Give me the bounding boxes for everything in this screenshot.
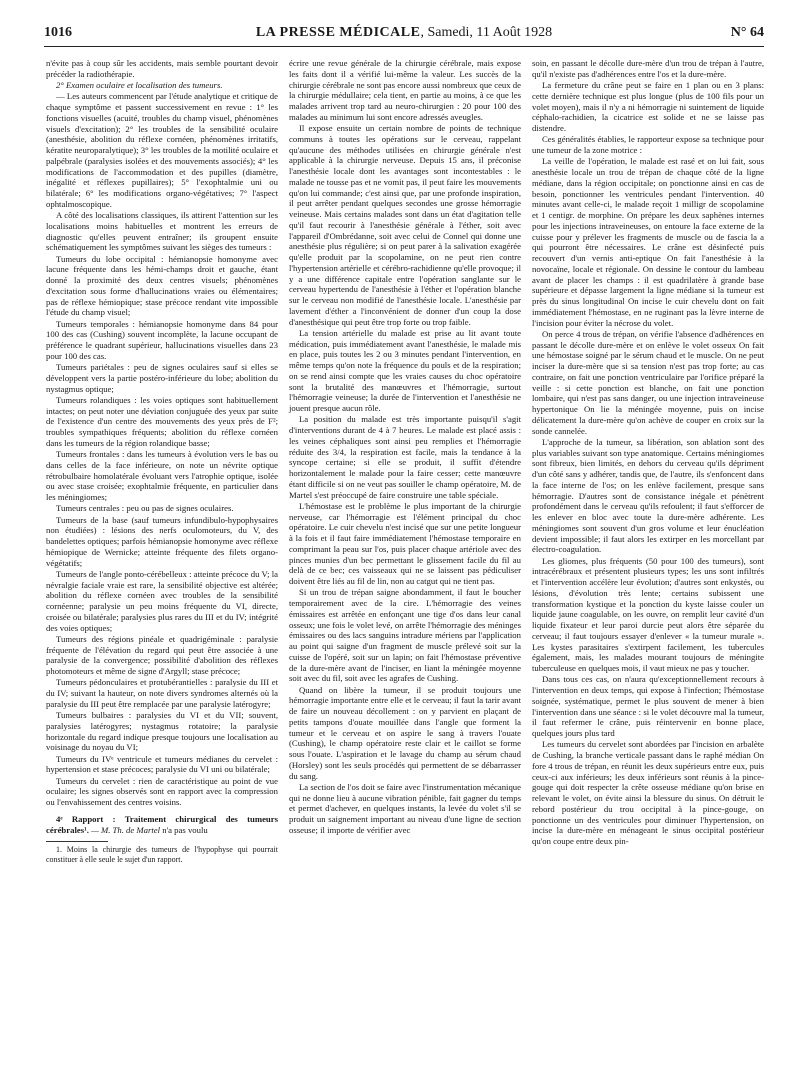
paragraph: Tumeurs pariétales : peu de signes oculaires sauf si elles se développent vers la partie postéro-inférieure du lobe; abolition du nystagmus optique; [46, 362, 278, 394]
paragraph: On perce 4 trous de trépan, on vérifie l'absence d'adhérences en passant le décolle dure-mère et on enlève le volet osseux On fait une hémostase soigné par le sérum chaud et le muscle. On ne peut inciser la dure-mère que si sa tension n'est pas trop forte; au cas contraire, on fait une ponction ventriculaire par l'orifice préparé la veille : si cette ponction est blanche, on fait une ponction lombaire, qui n'est pas sans danger, ou une injection intraveineuse hypertonique On lie la méningée moyenne, puis on incise délicatement la dure-mère qu'on achève de couper en croix sur la sonde cannelée. [532, 328, 764, 436]
section-heading [46, 814, 278, 836]
paragraph: Il expose ensuite un certain nombre de points de technique communs à toutes les opérations sur le cerveau, rappelant qu'aucune des méthodes utilisées en chirurgie générale n'est applicable à la chirurgie nerveuse. Depuis 15 ans, il préconise l'anesthésie locale dont les avantages sont incontestables : le malade ne tousse pas et ne vomit pas, il peut faire les mouvements qu'on lui commande; c'est ainsi que, par une profonde inspiration, il peut arrêter pendant quelques secondes une grosse hémorragie veineuse. Mais certains malades sont dans un état d'agitation telle qu'il faut recourir à l'anesthésie générale à l'éther, soit avec l'appareil d'Ombrédanne, soit avec celui de Connel qui donne une anesthésie plus régulière; si on peut parer à la salivation exagérée qu'elle produit par la scopolamine, on ne peut rien contre l'hypertension artérielle et cérébro-rachidienne qu'elle provoque; il y a une différence capitale entre l'opération sanglante sur le cerveau hypertendu de l'anesthésie à l'éther et l'opération blanche sur le cerveau non modifié de l'anesthésie locale. L'anesthésie par lavement d'éther a l'inconvénient de donner d'un coup la dose d'anesthésique qui peut être trop forte ou trop faible. [289, 123, 521, 327]
issue-date: , Samedi, 11 Août 1928 [420, 25, 553, 40]
paragraph: Tumeurs centrales : peu ou pas de signes oculaires. [56, 503, 234, 514]
paragraph: La section de l'os doit se faire avec l'instrumentation mécanique qui ne donne lieu à aucune vibration pénible, fait gagner du temps et permet d'achever, en quelques instants, la levée du volet s'il se produit un saignement important au niveau d'une ligne de section osseuse; il importe de vérifier avec [289, 781, 521, 835]
paragraph: Tumeurs bulbaires : paralysies du VI et du VII; souvent, paralysies latérogyres; nystagmus rotatoire; la paralysie horizontale du regard indique presque toujours une localisation au voisinage du noyau du VI; [46, 710, 278, 753]
page-number: 1016 [44, 25, 72, 40]
paragraph: Tumeurs du lobe occipital : hémianopsie homonyme avec lacune fréquente dans les hémi-champs droit et gauche, étant donné la proximité des deux centres visuels; phénomènes d'excitation sous forme d'hallucinations vraies ou élémentaires; pas de réflexe hémiopique; stase précoce rendant vite impossible l'étude du champ visuel; [46, 253, 278, 318]
column-1 [46, 58, 278, 865]
section-tail: n'a pas voulu [162, 824, 208, 835]
subsection-title: 2° Examen oculaire et localisation des tumeurs. [56, 80, 223, 90]
running-header [44, 24, 764, 47]
footnote: 1. Moins la chirurgie des tumeurs de l'hypophyse qui pourrait constituer à elle seule le sujet d'un rapport. [46, 845, 278, 865]
paragraph: Tumeurs du IVᵉ ventricule et tumeurs médianes du cervelet : hypertension et stase précoces; paralysie du VI uni ou bilatérale; [46, 753, 278, 775]
paragraph: La veille de l'opération, le malade est rasé et on lui fait, sous anesthésie locale un trou de trépan de chaque côté de la ligne médiane, dans la région occipitale; on ponctionne ainsi en cas de besoin, ponctionner les ventricules pendant l'intervention. 40 minutes avant celle-ci, le malade reçoit 1 milligr de scopolamine et 1 centigr. de morphine. On prépare les deux saphènes internes pour les injections intraveineuses, on entoure la face externe de la cuisse pour y prélever les fragments de muscle ou de fascia la a qui pourront être nécessaires. Le crâne est désinfecté puis recouvert d'un vernis anti-eptique On fait l'anesthésie à la novocaïne, locale et régionale. On dessine le contour du lambeau avant de placer les champs : il est quadrilatère à grande base supérieure et dépasse largement la ligne médiane si la tumeur est près du sinus longitudinal On incise le cuir chevelu dont on fait immédiatement l'hémostase, en ne ruginant pas la lèvre interne de l'incision pour éviter la nécrose du volet. [532, 156, 764, 328]
paragraph: Tumeurs des régions pinéale et quadrigéminale : paralysie fréquente de l'élévation du regard qui peut être associée à une paralysie de la convergence; possibilité d'abolition des réflexes photomoteurs et même de signe d'Argyll; stase précoce; [46, 633, 278, 676]
paragraph: Si un trou de trépan saigne abondamment, il faut le boucher temporairement avec de la cire. L'hémorragie des veines émissaires est arrêtée en enfonçant une tige d'os dans leur canal osseux; une fois le volet levé, on arrête l'hémorragie des méninges émissaires ou des lacs sanguins intradure mériens par l'application au point qui saigne d'un fragment de muscle prélevé soit sur la cuisse de l'opéré, soit sur un lapin; on fait l'hémostase préventive de la dure-mère avant de l'inciser, en liant la méningée moyenne soit avec du fil, soit avec les agrafes de Cushing. [289, 587, 521, 684]
paragraph: Dans tous ces cas, on n'aura qu'exceptionnellement recours à l'intervention en deux temps, qui expose à l'infection; l'hémostase soignée, systématique, permet le plus souvent de mener à bien l'intervention dans une séance : si le volet découvre mal la tumeur, il faut refermer le crâne, puis réintervenir en bonne place, quelques jours plus tard [532, 674, 764, 738]
paragraph: La tension artérielle du malade est prise au lit avant toute médication, puis immédiatement avant l'anesthésie, le malade mis en place, puis toutes les 2 ou 3 minutes pendant l'intervention, en même temps qu'on note la fréquence du pouls et de la respiration; on se rend ainsi compte que les vraies causes du choc opératoire sont la brutalité des manœuvres et l'hémorragie, surtout l'hémorragie veineuse; la durée de l'intervention et l'anesthésie ne jouent presque aucun rôle. [289, 327, 521, 413]
paragraph: Tumeurs du cervelet : rien de caractéristique au point de vue oculaire; les signes observés sont en rapport avec la compression ou l'envahissement des centres voisins. [46, 775, 278, 807]
paragraph: La fermeture du crâne peut se faire en 1 plan ou en 3 plans: cette dernière technique est plus longue (plus de 100 fils pour un volet moyen), mais il n'y a ni hémorragie ni suintement de liquide céphalo-rachidien, la cicatrice est solide et ne se laisse pas distendre. [532, 80, 764, 133]
paragraph: L'approche de la tumeur, sa libération, son ablation sont des plus variables suivant son type anatomique. Certains méningiomes sont fibreux, bien limités, en dehors du cerveau qu'ils dépriment d'un côté sans y adhérer, tandis que, de l'autre, ils s'enfoncent dans la face interne de l'os; on les enlève facilement, presque sans hémorragie. D'autres sont de consistance inégale et pénètrent profondément dans le cerveau qu'ils refoulent; il faut s'efforcer de les enlever en bloc avec toute la dure-mère adhérente. Les méningiomes sont souvent d'un gros volume et leur énucléation devient impossible; il faut alors les extirper en les morcellant par électro-coagulation. [532, 436, 764, 555]
paragraph: Les gliomes, plus fréquents (50 pour 100 des tumeurs), sont intracérébraux et présentent plusieurs types; les uns sont infiltrés et l'intervention accélère leur évolution; d'autres sont enkystés, ou lésions, d'évolution très lente; certains subissent une transformation kystique et la ponction du kyste laisse couler un liquide jaune coagulable, on les ouvre, on remplit leur cavité d'un liquide fixateur et leur paroi durcie peut alors être séparée du cerveau; il faut toujours essayer d'enlever « la tumeur murale ». Les kystes parasitaires s'extirpent facilement, les tubercules également, mais, les malades mourant toujours de méningite tuberculeuse en quelques mois, il vaut mieux ne pas y toucher. [532, 555, 764, 673]
journal-title: LA PRESSE MÉDICALE [255, 25, 421, 40]
paragraph: A côté des localisations classiques, ils attirent l'attention sur les localisations moins habituelles et montrent les erreurs de diagnostic qu'elles peuvent entraîner; ils groupent ensuite schématiquement les symptômes suivant les sièges des tumeurs : [46, 210, 278, 253]
paragraph: Tumeurs temporales : hémianopsie homonyme dans 84 pour 100 des cas (Cushing) souvent incomplète, la lacune occupant de préférence le quadrant supérieur, hallucinations visuelles dans 23 pour 100 des cas. [46, 318, 278, 361]
journal-header [44, 24, 764, 42]
issue-number: N° 64 [730, 25, 764, 40]
paragraph: n'évite pas à coup sûr les accidents, mais semble pourtant devoir précéder la radiothérapie. [46, 58, 278, 79]
paragraph: Tumeurs pédonculaires et protubérantielles : paralysie du III et du IV; suivant la hauteur, on note divers syndromes alternés où la paralysie du III peut être remplacée par une paralysie latérogyre; [46, 677, 278, 709]
footnote-divider [46, 841, 108, 842]
paragraph: Les tumeurs du cervelet sont abordées par l'incision en arbalète de Cushing, la branche verticale passant dans le raphé médian On fore 4 trous de trépan, en réunit les deux supérieurs entre eux, puis ceux-ci aux inférieurs; les deux inférieurs sont réunis à la pince-gouge qui doit respecter la crête osseuse médiane qu'on brise en relevant le volet, on évite ainsi la blessure du sinus. On détruit le rebord postérieur du trou occipital à la pince-gouge, on ponctionne un des ventricules pour diminuer l'hypertension, on incise la dure-mère en ménageant le sinus occipital postérieur qu'on coupe entre deux pin- [532, 739, 764, 846]
column-2 [289, 58, 521, 836]
paragraph: Quand on libère la tumeur, il se produit toujours une hémorragie importante entre elle et le cerveau; il faut la tarir avant de faire un nouveau décollement : on y parvient en plaçant de petits tampons d'ouate mouillée dans l'angle que forment la tumeur et le cerveau et on aspire le sang à travers l'ouate (Cushing), le champ opératoire reste clair et le caillot se forme sous l'ouate. L'aspiration et le lavage du champ au sérum chaud (Horsley) sont les seuls procédés qui permettent de se débarrasser du sang. [289, 684, 521, 781]
paragraph: Tumeurs rolandiques : les voies optiques sont habituellement intactes; on peut noter une déviation conjuguée des yeux par suite de l'existence d'un centre des mouvements des yeux près de F²; troubles sympathiques fréquents; abolition du réflexe cornéen dans les tumeurs de la région rolandique basse; [46, 394, 278, 448]
section-title: Traitement chirurgical des tumeurs cérébrales¹. [46, 813, 278, 835]
section-rapport: 4ᵉ Rapport : [56, 813, 116, 824]
column-3 [532, 58, 764, 847]
paragraph: La position du malade est très importante puisqu'il s'agit d'interventions durant de 4 à 7 heures. Le malade est placé assis : les veines céphaliques sont ainsi peu remplies et l'hémorragie réduite des 3/4, la respiration est facile, mais la tendance à la syncope certaine; si elle se produit, il suffit d'étendre horizontalement le malade pour la faire cesser; cette manœuvre étant difficile si on ne veut pas souiller le champ opératoire, M. de Martel s'est préoccupé de faire construire une table spéciale. [289, 414, 521, 500]
paragraph: Tumeurs frontales : dans les tumeurs à évolution vers le bas ou dans celles de la face inférieure, on note un névrite optique rétrobulbaire homolatérale évoluant vers l'atrophie optique, isolée ou avec stase croisée; exophtalmie fréquente, en particulier dans les méningiomes; [46, 449, 278, 502]
paragraph: Ces généralités établies, le rapporteur expose sa technique pour une tumeur de la zone motrice : [532, 134, 764, 155]
paragraph: écrire une revue générale de la chirurgie cérébrale, mais expose les faits dont il a vérifié lui-même la valeur. Les succès de la chirurgie cérébrale ne sont pas encore aussi nombreux que ceux de la chirurgie médullaire; cela tient, en partie au moins, à ce que les malades arrivent trop tard au neuro-chirurgien : 20 pour 100 des malades au minimum lui sont encore adressés aveugles. [289, 58, 521, 122]
subsection-heading [46, 80, 278, 91]
section-author: — M. Th. de Martel [91, 824, 161, 835]
paragraph: — Les auteurs commencent par l'étude analytique et critique de chaque symptôme et passent successivement en revue : 1° les fonctions visuelles (acuité, troubles du champ visuel, phénomènes visuels d'excitation); 2° les troubles de la sensibilité oculaire (anesthésie, abolition du réflexe cornéen, phénomènes irritatifs, kératite neuroparalytique); 3° les troubles de la motilité oculaire et palpébrale (paralysies isolées et des mouvements associés); 4° les modifications de l'accommodation et des pupilles (diamètre, inégalité et réflexes pupillaires); 5° l'exophtalmie uni ou bilatérale; 6° les modifications organo-végétatives; 7° l'aspect ophtalmoscopique. [46, 91, 278, 209]
paragraph: Tumeurs de la base (sauf tumeurs infundibulo-hypophysaires non étudiées) : lésions des nerfs oculomoteurs, du V, des bandelettes optiques; parfois hémianopsie homonyme avec réflexe hémiopique de Wernicke; atteinte fréquente des filets organo-végétatifs; [46, 514, 278, 568]
paragraph: Tumeurs de l'angle ponto-cérébelleux : atteinte précoce du V; la névralgie faciale vraie est rare, la sensibilité objective est altérée; abolition du réflexe cornéen avec troubles de la sensibilité cornéenne; paralysie un peu moins fréquente du VI, directe, croisée ou bilatérale; paralysies plus rares du III et du IV; intégrité des voies optiques; [46, 568, 278, 633]
paragraph: soin, en passant le décolle dure-mère d'un trou de trépan à l'autre, qu'il n'existe pas d'adhérences entre l'os et la dure-mère. [532, 58, 764, 79]
paragraph: L'hémostase est le problème le plus important de la chirurgie nerveuse, car l'hémorragie est l'élément principal du choc opératoire. Le cuir chevelu n'est incisé que sur une petite longueur à la fois et il faut faire immédiatement l'hémostase temporaire en comprimant la peau sur l'os, puis placer chaque artériole avec des pinces munies d'un bec permettant le glissement facile du fil au delà de ce bec; ces vaisseaux qui ne se laissent pas pédiculiser doivent être liés au fil de lin, non au catgut qui ne tient pas. [289, 500, 521, 586]
